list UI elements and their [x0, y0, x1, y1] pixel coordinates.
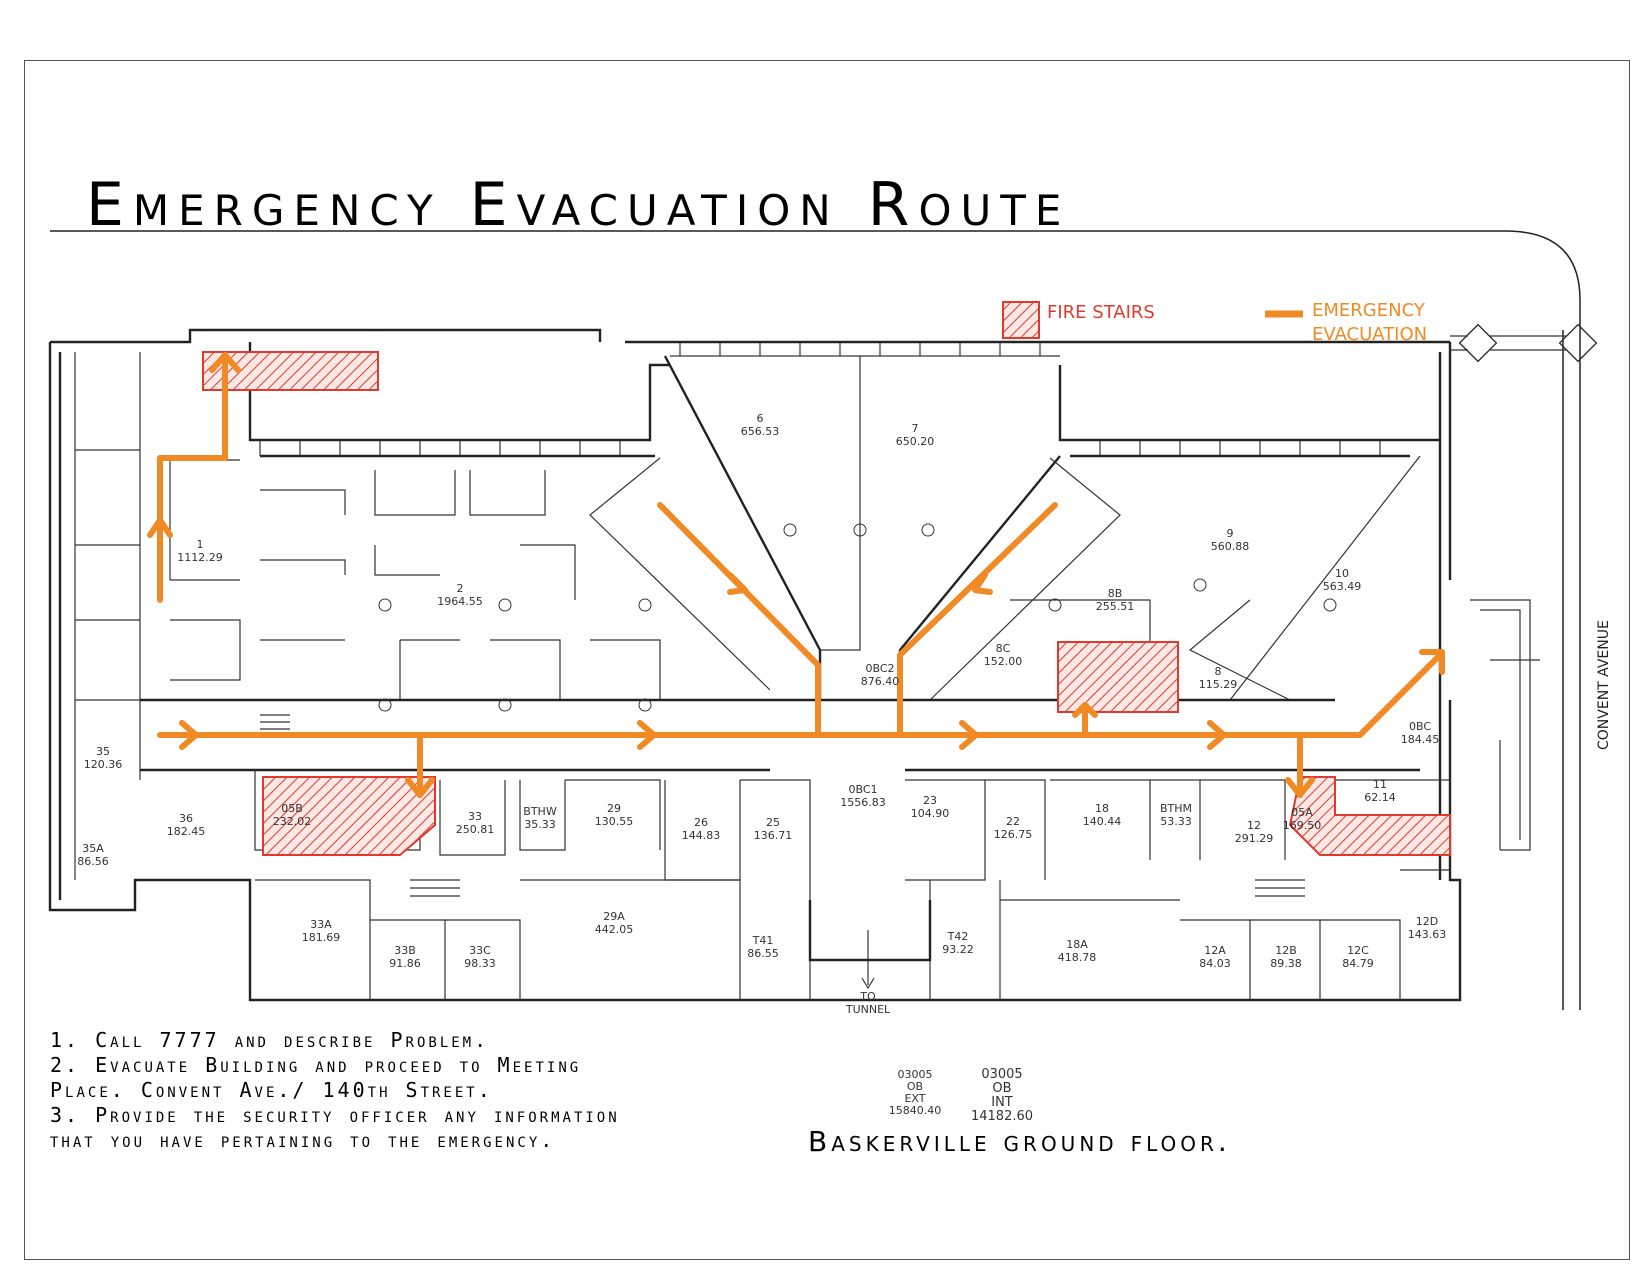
room-number: 18 [1095, 802, 1109, 815]
room-number: 23 [923, 794, 937, 807]
room-area: 184.45 [1400, 733, 1440, 746]
room-number: 0BC [1408, 720, 1432, 733]
title-underline [50, 231, 1580, 1010]
room-area: 140.44 [1082, 815, 1122, 828]
room-area: 418.78 [1057, 951, 1097, 964]
room-area: 86.56 [77, 855, 109, 868]
room-number: 7 [911, 422, 919, 435]
building-walls [50, 325, 1596, 1000]
room-number: 11 [1373, 778, 1387, 791]
tunnel-label-1: TO [860, 990, 876, 1003]
total-int-line3: INT [991, 1095, 1013, 1110]
legend-fire-stairs-swatch [1003, 302, 1039, 338]
room-area: 130.55 [594, 815, 634, 828]
room-area: 152.00 [983, 655, 1023, 668]
total-ext-line4: 15840.40 [888, 1104, 942, 1117]
room-area: 143.63 [1407, 928, 1447, 941]
floor-name: Baskerville ground floor. [808, 1125, 1231, 1158]
room-area: 35.33 [524, 818, 556, 831]
room-number: BTHM [1159, 802, 1193, 815]
instruction-line: that you have pertaining to the emergency. [50, 1128, 556, 1152]
instruction-line: 1. Call 7777 and describe Problem. [50, 1028, 490, 1052]
room-number: 12D [1415, 915, 1439, 928]
room-number: 6 [756, 412, 764, 425]
room-area: 656.53 [740, 425, 780, 438]
room-number: 05B [281, 802, 303, 815]
room-number: 2 [456, 582, 464, 595]
room-area: 91.86 [389, 957, 421, 970]
room-number: 33C [469, 944, 491, 957]
room-labels [77, 412, 1446, 970]
room-area: 84.03 [1199, 957, 1231, 970]
total-int-line2: OB [992, 1081, 1012, 1096]
room-area: 136.71 [753, 829, 793, 842]
room-number: BTHW [523, 805, 557, 818]
room-number: 35 [96, 745, 110, 758]
total-ext-line3: EXT [904, 1092, 926, 1105]
legend [1003, 300, 1427, 345]
room-area: 560.88 [1210, 540, 1250, 553]
room-area: 89.38 [1270, 957, 1302, 970]
fire-stair-8b [1058, 642, 1178, 712]
room-area: 62.14 [1364, 791, 1396, 804]
room-area: 98.33 [464, 957, 496, 970]
room-number: 12 [1247, 819, 1261, 832]
room-number: 12C [1347, 944, 1369, 957]
evacuation-instructions [50, 1028, 620, 1153]
map-title: Emergency Evacuation Route [86, 170, 1071, 240]
fire-stair-05a [1290, 777, 1450, 855]
room-number: 0BC2 [865, 662, 895, 675]
legend-fire-stairs-label: FIRE STAIRS [1047, 302, 1155, 323]
room-area: 1112.29 [177, 551, 223, 564]
tunnel-label-2: TUNNEL [845, 1003, 891, 1016]
room-number: 05A [1291, 806, 1313, 819]
room-number: 33B [394, 944, 416, 957]
evacuation-routes [150, 355, 1442, 795]
room-number: 12B [1275, 944, 1297, 957]
area-totals [889, 1067, 1033, 1124]
legend-route-label-1: EMERGENCY [1312, 300, 1425, 321]
room-number: 8C [995, 642, 1011, 655]
street-label: CONVENT AVENUE [1596, 620, 1612, 750]
room-number: 33 [468, 810, 482, 823]
room-number: 1 [196, 538, 204, 551]
room-area: 93.22 [942, 943, 974, 956]
room-area: 182.45 [166, 825, 206, 838]
room-area: 250.81 [455, 823, 495, 836]
instruction-line: Place. Convent Ave./ 140th Street. [50, 1078, 493, 1102]
total-ext-line1: 03005 [897, 1068, 933, 1081]
room-number: 22 [1006, 815, 1020, 828]
room-number: 12A [1204, 944, 1226, 957]
total-int-line1: 03005 [981, 1067, 1023, 1082]
total-int-line4: 14182.60 [970, 1109, 1034, 1124]
room-number: 10 [1335, 567, 1349, 580]
room-area: 144.83 [681, 829, 721, 842]
room-number: 26 [694, 816, 708, 829]
room-area: 86.55 [747, 947, 779, 960]
room-number: 29A [603, 910, 625, 923]
room-area: 104.90 [910, 807, 950, 820]
room-number: 9 [1226, 527, 1234, 540]
room-number: 35A [82, 842, 104, 855]
room-area: 53.33 [1160, 815, 1192, 828]
room-number: 8 [1214, 665, 1222, 678]
room-number: 18A [1066, 938, 1088, 951]
room-area: 876.40 [860, 675, 900, 688]
room-number: 25 [766, 816, 780, 829]
room-area: 169.50 [1282, 819, 1322, 832]
legend-route-label-2: EVACUATION [1312, 324, 1428, 345]
room-area: 115.29 [1198, 678, 1238, 691]
instruction-line: 2. Evacuate Building and proceed to Meeting [50, 1053, 582, 1077]
room-number: 33A [310, 918, 332, 931]
room-area: 120.36 [83, 758, 123, 771]
room-area: 650.20 [895, 435, 935, 448]
room-area: 442.05 [594, 923, 634, 936]
room-area: 181.69 [301, 931, 341, 944]
room-area: 563.49 [1322, 580, 1362, 593]
room-number: T42 [947, 930, 969, 943]
room-number: 36 [179, 812, 193, 825]
room-number: 8B [1107, 587, 1123, 600]
instruction-line: 3. Provide the security officer any information [50, 1103, 620, 1127]
room-area: 1964.55 [437, 595, 483, 608]
room-area: 255.51 [1095, 600, 1135, 613]
room-area: 1556.83 [840, 796, 886, 809]
room-number: 29 [607, 802, 621, 815]
room-area: 232.02 [272, 815, 312, 828]
total-ext-line2: OB [906, 1080, 924, 1093]
room-number: T41 [752, 934, 774, 947]
room-area: 291.29 [1234, 832, 1274, 845]
room-number: 0BC1 [848, 783, 878, 796]
room-area: 126.75 [993, 828, 1033, 841]
room-area: 84.79 [1342, 957, 1374, 970]
